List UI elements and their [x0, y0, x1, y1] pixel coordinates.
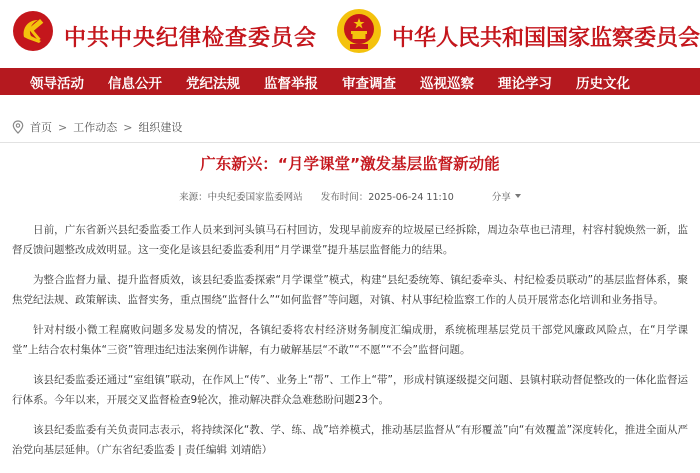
chevron-down-icon	[515, 194, 521, 198]
article-publish-time: 发布时间：2025-06-24 11:10	[320, 192, 454, 203]
location-pin-icon	[12, 120, 24, 134]
nav-item-leadership[interactable]: 领导活动	[30, 75, 84, 92]
article-paragraph: 该县纪委监委有关负责同志表示，将持续深化“教、学、练、战”培养模式，推动基层监督从“有形覆盖”向“有效覆盖”深度转化，推进全面从严治党向基层延伸。（广东省纪委监委 | 责任编辑 刘靖皓）	[12, 424, 688, 456]
site-header	[0, 0, 700, 68]
national-emblem-icon[interactable]	[336, 8, 382, 54]
article-body	[12, 220, 688, 470]
breadcrumb-separator: >	[58, 120, 68, 134]
breadcrumb-work-news[interactable]: 工作动态	[73, 121, 118, 134]
article-paragraph: 针对村级小微工程腐败问题多发易发的情况，各镇纪委将农村经济财务制度汇编成册，系统梳理基层党员干部党风廉政风险点，在“月学课堂”上结合农村集体“三资”管理违纪违法案例作讲解，有力破解基层“不敢”“不愿”“不会”监督问题。	[12, 324, 688, 356]
article-meta	[0, 189, 700, 203]
article-paragraph: 为整合监督力量、提升监督质效，该县纪委监委探索“月学课堂”模式，构建“县纪委统筹、镇纪委牵头、村纪检委员联动”的基层监督体系，聚焦党纪法规、政策解读、监督实务，重点围绕“监督什么”“如何监督”等问题，对镇、村从事纪检监察工作的人员开展常态化培训和业务指导。	[12, 274, 688, 306]
nav-item-history[interactable]: 历史文化	[576, 75, 630, 92]
nav-item-regulations[interactable]: 党纪法规	[186, 75, 240, 92]
breadcrumb	[12, 118, 182, 136]
title-nsc[interactable]: 中华人民共和国国家监察委员会	[392, 25, 700, 51]
breadcrumb-org-building[interactable]: 组织建设	[138, 121, 183, 134]
breadcrumb-home[interactable]: 首页	[30, 121, 52, 134]
breadcrumb-separator: >	[123, 120, 133, 134]
nav-item-info-disclosure[interactable]: 信息公开	[108, 75, 162, 92]
article-paragraph: 日前，广东省新兴县纪委监委工作人员来到河头镇马石村回访，发现早前废弃的垃圾屋已经拆除，周边杂草也已清理，村容村貌焕然一新，监督反馈问题整改成效明显。这一变化是该县纪委监委利用“月学课堂”提升基层监督能力的结果。	[12, 224, 688, 256]
title-ccdi[interactable]: 中共中央纪律检查委员会	[64, 25, 318, 51]
main-nav	[0, 68, 700, 95]
party-emblem-icon[interactable]	[12, 10, 54, 52]
article-paragraph: 该县纪委监委还通过“室组镇”联动，在作风上“传”、业务上“帮”、工作上“带”，形成村镇逐级提交问题、县镇村联动督促整改的一体化监督运行体系。今年以来，开展交叉监督检查9轮次，推动解决群众急难愁盼问题23个。	[12, 374, 688, 406]
article-title: 广东新兴：“月学课堂”激发基层监督新动能	[200, 155, 500, 173]
nav-item-theory[interactable]: 理论学习	[498, 75, 552, 92]
nav-item-inspection[interactable]: 巡视巡察	[420, 75, 474, 92]
divider	[0, 142, 700, 143]
nav-item-report[interactable]: 监督举报	[264, 75, 318, 92]
nav-item-investigation[interactable]: 审查调查	[342, 75, 396, 92]
share-button[interactable]	[492, 189, 521, 203]
article-source: 来源：中央纪委国家监委网站	[179, 192, 303, 203]
share-label: 分享	[491, 192, 511, 203]
